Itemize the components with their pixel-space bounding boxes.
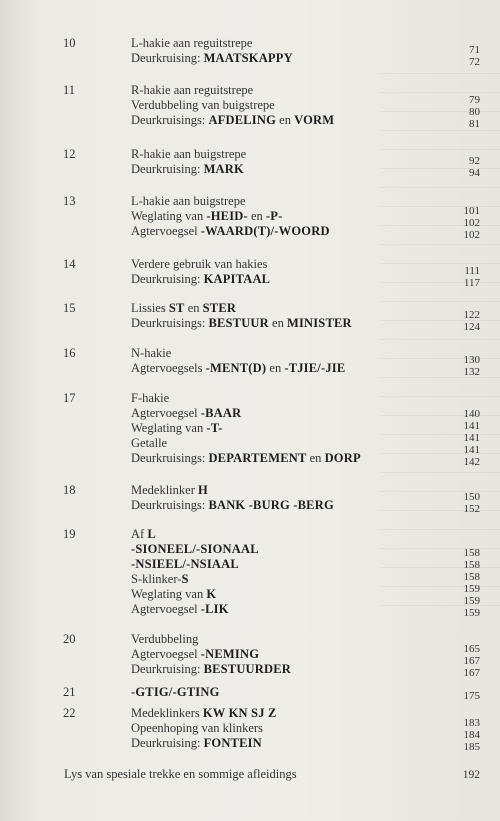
topic-text: Deurkruising: — [131, 51, 204, 65]
page-bleed-through — [380, 55, 500, 615]
topic-text: R-hakie aan buigstrepe — [131, 147, 247, 161]
page-number: 159 — [463, 583, 480, 595]
topic-keyword: -P- — [265, 209, 283, 223]
topic-text: Agtervoegsel — [131, 647, 201, 661]
topic-line — [131, 557, 239, 572]
topic-keyword: -SIONEEL/-SIONAAL — [131, 542, 259, 556]
page-number: 79 — [469, 94, 480, 106]
page-number: 158 — [463, 559, 480, 571]
page-number: 81 — [469, 118, 480, 130]
topic-text: Opeenhoping van klinkers — [131, 721, 263, 735]
topic-text: Verdubbeling van buigstrepe — [131, 98, 275, 112]
topic-keyword: FONTEIN — [203, 736, 262, 750]
topic-line — [131, 498, 334, 513]
topic-line — [131, 257, 267, 272]
topic-text: Deurkruisings: — [131, 316, 209, 330]
topic-line — [131, 602, 229, 617]
page-number: 167 — [463, 655, 480, 667]
topic-line — [131, 361, 345, 376]
topic-line — [131, 224, 330, 239]
topic-keyword: AFDELING — [208, 113, 277, 127]
topic-text: R-hakie aan reguitstrepe — [131, 83, 254, 97]
topic-keyword: VORM — [294, 113, 335, 127]
topic-line — [131, 451, 361, 466]
topic-keyword: K — [206, 587, 217, 601]
topic-keyword: BANK -BURG -BERG — [208, 498, 334, 512]
topic-line — [131, 272, 270, 287]
topic-line — [131, 194, 246, 209]
page-number: 102 — [463, 217, 480, 229]
topic-keyword: -WAARD(T)/-WOORD — [200, 224, 330, 238]
topic-text: S-klinker- — [131, 572, 182, 586]
topic-keyword: KAPITAAL — [203, 272, 271, 286]
topic-line — [131, 721, 263, 736]
topic-text: Deurkruising: — [131, 162, 204, 176]
page-number: 80 — [469, 106, 480, 118]
page-number: 130 — [463, 354, 480, 366]
topic-line — [131, 51, 293, 66]
lesson-number: 11 — [63, 83, 76, 97]
topic-keyword: MARK — [203, 162, 244, 176]
topic-text: Medeklinkers — [131, 706, 203, 720]
page-number: 142 — [463, 456, 480, 468]
lesson-number: 16 — [63, 346, 76, 360]
lesson-number: 12 — [63, 147, 76, 161]
topic-line — [131, 209, 282, 224]
topic-keyword: -MENT(D) — [205, 361, 267, 375]
topic-text: Deurkruisings: — [131, 451, 209, 465]
page-number: 141 — [463, 420, 480, 432]
topic-line — [131, 36, 252, 51]
topic-line — [131, 527, 156, 542]
topic-keyword: -TJIE/-JIE — [284, 361, 346, 375]
page-number: 72 — [469, 56, 480, 68]
topic-text: en — [184, 301, 203, 315]
topic-text: Weglating van — [131, 209, 207, 223]
topic-keyword: -NEMING — [200, 647, 260, 661]
topic-text: L-hakie aan reguitstrepe — [131, 36, 253, 50]
topic-line — [131, 662, 291, 677]
topic-keyword: DEPARTEMENT — [208, 451, 307, 465]
page-number: 159 — [463, 595, 480, 607]
topic-text: Medeklinker — [131, 483, 198, 497]
topic-keyword: -LIK — [200, 602, 229, 616]
page-number: 184 — [463, 729, 480, 741]
lesson-number: 19 — [63, 527, 76, 541]
topic-text: en — [266, 361, 285, 375]
page-number: 94 — [469, 167, 480, 179]
page-number: 150 — [463, 491, 480, 503]
topic-line — [131, 736, 262, 751]
lesson-number: 21 — [63, 685, 76, 699]
topic-line — [131, 83, 253, 98]
page-number: 117 — [463, 277, 480, 289]
topic-text: Deurkruisings: — [131, 498, 209, 512]
topic-keyword: -T- — [206, 421, 223, 435]
topic-line — [131, 316, 352, 331]
page-number: 124 — [463, 321, 480, 333]
page-number: 185 — [463, 741, 480, 753]
topic-keyword: MAATSKAPPY — [203, 51, 293, 65]
page-number: 122 — [463, 309, 480, 321]
lesson-number: 14 — [63, 257, 76, 271]
topic-line — [131, 391, 169, 406]
page-number: 141 — [463, 432, 480, 444]
topic-keyword: DORP — [324, 451, 361, 465]
topic-text: Agtervoegsel — [131, 602, 201, 616]
topic-line — [131, 147, 246, 162]
lesson-number: 22 — [63, 706, 76, 720]
topic-keyword: STER — [202, 301, 237, 315]
lesson-number: 10 — [63, 36, 76, 50]
topic-text: Deurkruising: — [131, 662, 204, 676]
topic-line — [131, 685, 220, 700]
topic-keyword: -BAAR — [200, 406, 242, 420]
topic-text: L-hakie aan buigstrepe — [131, 194, 246, 208]
page-number: 141 — [463, 444, 480, 456]
topic-keyword: ST — [168, 301, 185, 315]
topic-text: Weglating van — [131, 587, 207, 601]
lesson-number: 15 — [63, 301, 76, 315]
topic-text: Getalle — [131, 436, 168, 450]
page-number: 111 — [464, 265, 480, 277]
topic-text: Deurkruising: — [131, 272, 204, 286]
lesson-number: 20 — [63, 632, 76, 646]
topic-line — [131, 436, 167, 451]
page-number: 167 — [463, 667, 480, 679]
topic-line — [131, 483, 208, 498]
topic-text: en — [276, 113, 295, 127]
topic-line — [131, 98, 275, 113]
topic-keyword: BESTUURDER — [203, 662, 291, 676]
topic-keyword: MINISTER — [286, 316, 352, 330]
page-number: 132 — [463, 366, 480, 378]
page-number: 152 — [463, 503, 480, 515]
topic-keyword: -GTIG/-GTING — [131, 685, 220, 699]
topic-text: en — [247, 209, 266, 223]
page-number: 71 — [469, 44, 480, 56]
topic-line — [131, 587, 216, 602]
topic-text: F-hakie — [131, 391, 170, 405]
topic-line — [131, 632, 198, 647]
topic-keyword: -NSIEEL/-NSIAAL — [131, 557, 239, 571]
page-number: 140 — [463, 408, 480, 420]
topic-keyword: -HEID- — [206, 209, 248, 223]
lesson-number: 18 — [63, 483, 76, 497]
lesson-number: 17 — [63, 391, 76, 405]
topic-line — [131, 406, 241, 421]
page-number: 101 — [463, 205, 480, 217]
topic-line — [131, 647, 259, 662]
topic-line — [131, 542, 259, 557]
topic-keyword: KW KN SJ Z — [202, 706, 277, 720]
page-number: 175 — [463, 690, 480, 702]
topic-text: Lissies — [131, 301, 169, 315]
page-number: 158 — [463, 547, 480, 559]
topic-line — [131, 706, 277, 721]
topic-text: Verdubbeling — [131, 632, 199, 646]
topic-text: en — [306, 451, 325, 465]
topic-keyword: S — [181, 572, 189, 586]
page-number: 158 — [463, 571, 480, 583]
page-number: 183 — [463, 717, 480, 729]
topic-text: Weglating van — [131, 421, 207, 435]
page-number: 165 — [463, 643, 480, 655]
topic-text: Deurkruisings: — [131, 113, 209, 127]
topic-line — [131, 346, 171, 361]
topic-keyword: L — [147, 527, 156, 541]
topic-line — [131, 572, 189, 587]
page-number: 102 — [463, 229, 480, 241]
topic-line — [131, 421, 223, 436]
topic-line — [131, 113, 334, 128]
topic-text: Agtervoegsels — [131, 361, 206, 375]
topic-keyword: H — [198, 483, 208, 497]
topic-keyword: BESTUUR — [208, 316, 269, 330]
topic-line — [131, 162, 244, 177]
footer-entry-page: 192 — [462, 769, 480, 781]
topic-text: N-hakie — [131, 346, 172, 360]
topic-text: Agtervoegsel — [131, 224, 201, 238]
page-number: 159 — [463, 607, 480, 619]
topic-text: Verdere gebruik van hakies — [131, 257, 268, 271]
lesson-number: 13 — [63, 194, 76, 208]
topic-text: Agtervoegsel — [131, 406, 201, 420]
topic-text: Deurkruising: — [131, 736, 204, 750]
footer-entry-label: Lys van spesiale trekke en sommige afleidings — [64, 767, 297, 781]
topic-line — [131, 301, 236, 316]
page-number: 92 — [469, 155, 480, 167]
topic-text: Af — [131, 527, 148, 541]
topic-text: en — [268, 316, 287, 330]
